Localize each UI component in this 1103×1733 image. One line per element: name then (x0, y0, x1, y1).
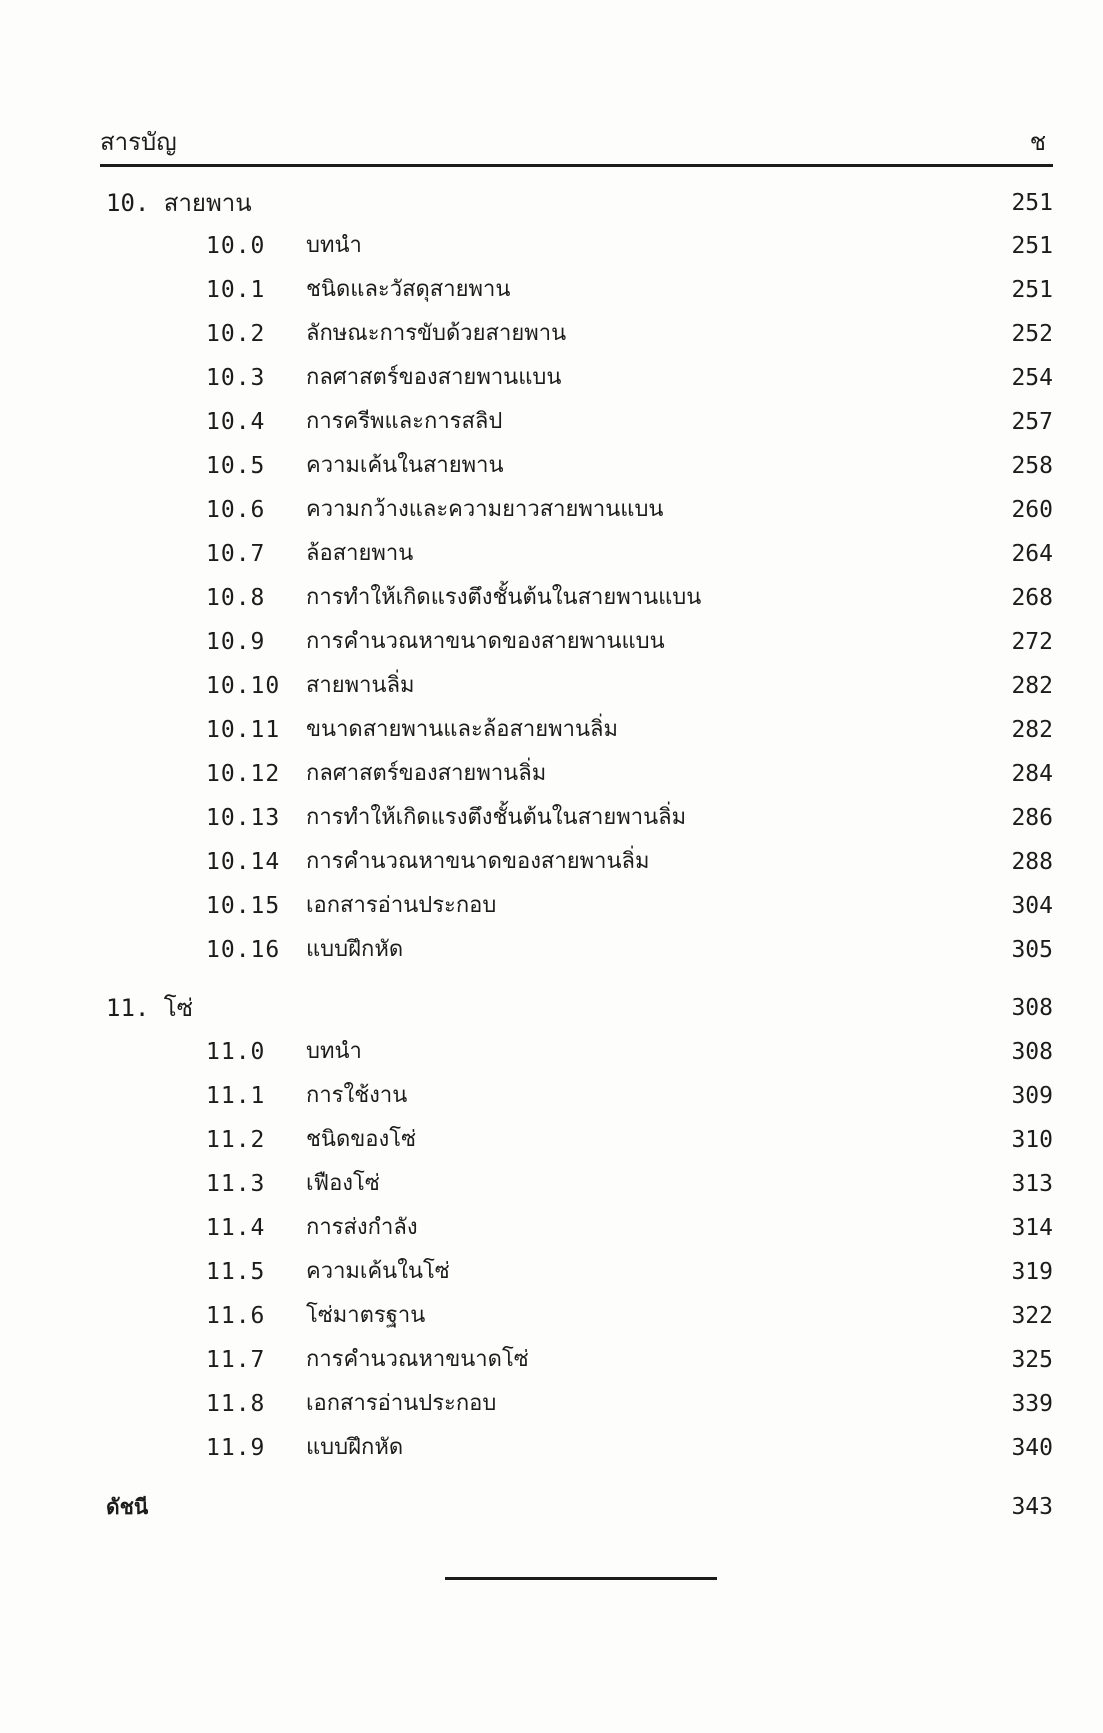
page-number: 260 (1011, 497, 1053, 523)
section-row[interactable] (0, 710, 1103, 750)
section-number: 11.2 (206, 1127, 266, 1153)
page-number: 252 (1011, 321, 1053, 347)
section-row[interactable] (0, 446, 1103, 486)
page-number: 339 (1011, 1391, 1053, 1417)
section-number: 11.7 (206, 1347, 266, 1373)
section-title: การคำนวณหาขนาดของสายพานแบน (306, 629, 665, 654)
section-title: การครีพและการสลิป (306, 409, 503, 434)
section-row[interactable] (0, 1384, 1103, 1424)
page-header (100, 118, 1050, 158)
section-title: การใช้งาน (306, 1083, 408, 1108)
section-number: 11.1 (206, 1083, 266, 1109)
section-title: การทำให้เกิดแรงตึงชั้นต้นในสายพานลิ่ม (306, 805, 687, 830)
section-title: เอกสารอ่านประกอบ (306, 893, 497, 918)
section-number: 10.3 (206, 365, 266, 391)
section-number: 10.11 (206, 717, 281, 743)
section-title: กลศาสตร์ของสายพานลิ่ม (306, 761, 547, 786)
page-number: 343 (1011, 1494, 1053, 1520)
page-number: 264 (1011, 541, 1053, 567)
page-number-letter: ช (1029, 128, 1046, 156)
page-number: 309 (1011, 1083, 1053, 1109)
page-number: 251 (1011, 190, 1053, 216)
section-number: 10.4 (206, 409, 266, 435)
page-number: 272 (1011, 629, 1053, 655)
section-number: 10.10 (206, 673, 281, 699)
section-title: แบบฝึกหัด (306, 937, 404, 962)
section-number: 10.13 (206, 805, 281, 831)
section-title: เอกสารอ่านประกอบ (306, 1391, 497, 1416)
page-number: 313 (1011, 1171, 1053, 1197)
section-row[interactable] (0, 930, 1103, 970)
section-row[interactable] (0, 226, 1103, 266)
page-number: 308 (1011, 1039, 1053, 1065)
section-title: ลักษณะการขับด้วยสายพาน (306, 321, 567, 346)
section-number: 10.2 (206, 321, 266, 347)
section-row[interactable] (0, 1208, 1103, 1248)
section-row[interactable] (0, 1340, 1103, 1380)
section-number: 10.1 (206, 277, 266, 303)
section-row[interactable] (0, 622, 1103, 662)
section-row[interactable] (0, 1428, 1103, 1468)
section-title: การคำนวณหาขนาดโซ่ (306, 1347, 529, 1372)
page-number: 251 (1011, 233, 1053, 259)
chapter-row[interactable] (0, 183, 1103, 223)
section-title: บทนำ (306, 1039, 362, 1064)
section-number: 10.9 (206, 629, 266, 655)
page-number: 284 (1011, 761, 1053, 787)
section-title: เฟืองโซ่ (306, 1171, 380, 1196)
section-title: การทำให้เกิดแรงตึงชั้นต้นในสายพานแบน (306, 585, 702, 610)
section-row[interactable] (0, 534, 1103, 574)
page-number: 254 (1011, 365, 1053, 391)
section-number: 10.7 (206, 541, 266, 567)
page-number: 257 (1011, 409, 1053, 435)
page-number: 304 (1011, 893, 1053, 919)
section-row[interactable] (0, 578, 1103, 618)
section-number: 10.5 (206, 453, 266, 479)
section-row[interactable] (0, 1252, 1103, 1292)
section-number: 10.12 (206, 761, 281, 787)
section-row[interactable] (0, 666, 1103, 706)
footer-rule (445, 1577, 717, 1580)
page-number: 268 (1011, 585, 1053, 611)
section-title: การคำนวณหาขนาดของสายพานลิ่ม (306, 849, 650, 874)
section-title: การส่งกำลัง (306, 1215, 418, 1240)
page-number: 322 (1011, 1303, 1053, 1329)
section-number: 11.4 (206, 1215, 266, 1241)
section-row[interactable] (0, 1164, 1103, 1204)
toc-heading: สารบัญ (100, 128, 177, 156)
page-number: 325 (1011, 1347, 1053, 1373)
section-number: 10.6 (206, 497, 266, 523)
section-row[interactable] (0, 754, 1103, 794)
section-title: ชนิดของโซ่ (306, 1127, 416, 1152)
section-row[interactable] (0, 1120, 1103, 1160)
page-number: 258 (1011, 453, 1053, 479)
section-number: 11.3 (206, 1171, 266, 1197)
section-number: 11.0 (206, 1039, 266, 1065)
section-number: 11.5 (206, 1259, 266, 1285)
page-number: 251 (1011, 277, 1053, 303)
section-title: กลศาสตร์ของสายพานแบน (306, 365, 562, 390)
section-row[interactable] (0, 314, 1103, 354)
page-number: 286 (1011, 805, 1053, 831)
section-row[interactable] (0, 490, 1103, 530)
page-number: 340 (1011, 1435, 1053, 1461)
section-row[interactable] (0, 402, 1103, 442)
index-row[interactable] (0, 1487, 1103, 1527)
section-title: สายพานลิ่ม (306, 673, 415, 698)
section-title: ชนิดและวัสดุสายพาน (306, 277, 511, 302)
section-row[interactable] (0, 1032, 1103, 1072)
section-number: 10.8 (206, 585, 266, 611)
chapter-title: 11. โซ่ (106, 994, 193, 1022)
section-number: 11.6 (206, 1303, 266, 1329)
page-number: 282 (1011, 717, 1053, 743)
section-title: โซ่มาตรฐาน (306, 1303, 426, 1328)
header-rule (100, 164, 1053, 167)
section-title: ความเค้นในสายพาน (306, 453, 504, 478)
chapter-title: 10. สายพาน (106, 189, 252, 217)
section-title: บทนำ (306, 233, 362, 258)
section-row[interactable] (0, 1296, 1103, 1336)
page-number: 288 (1011, 849, 1053, 875)
section-number: 11.9 (206, 1435, 266, 1461)
page-number: 310 (1011, 1127, 1053, 1153)
page-number: 305 (1011, 937, 1053, 963)
section-row[interactable] (0, 886, 1103, 926)
section-title: แบบฝึกหัด (306, 1435, 404, 1460)
section-row[interactable] (0, 798, 1103, 838)
page-number: 282 (1011, 673, 1053, 699)
section-row[interactable] (0, 842, 1103, 882)
section-title: ล้อสายพาน (306, 541, 414, 566)
section-number: 10.15 (206, 893, 281, 919)
section-title: ความกว้างและความยาวสายพานแบน (306, 497, 664, 522)
section-row[interactable] (0, 270, 1103, 310)
page-number: 314 (1011, 1215, 1053, 1241)
page-number: 308 (1011, 995, 1053, 1021)
index-title: ดัชนี (106, 1495, 149, 1519)
page-number: 319 (1011, 1259, 1053, 1285)
section-row[interactable] (0, 358, 1103, 398)
section-number: 10.14 (206, 849, 281, 875)
section-title: ความเค้นในโซ่ (306, 1259, 450, 1284)
section-title: ขนาดสายพานและล้อสายพานลิ่ม (306, 717, 619, 742)
section-number: 10.16 (206, 937, 281, 963)
section-number: 10.0 (206, 233, 266, 259)
chapter-row[interactable] (0, 988, 1103, 1028)
section-row[interactable] (0, 1076, 1103, 1116)
section-number: 11.8 (206, 1391, 266, 1417)
